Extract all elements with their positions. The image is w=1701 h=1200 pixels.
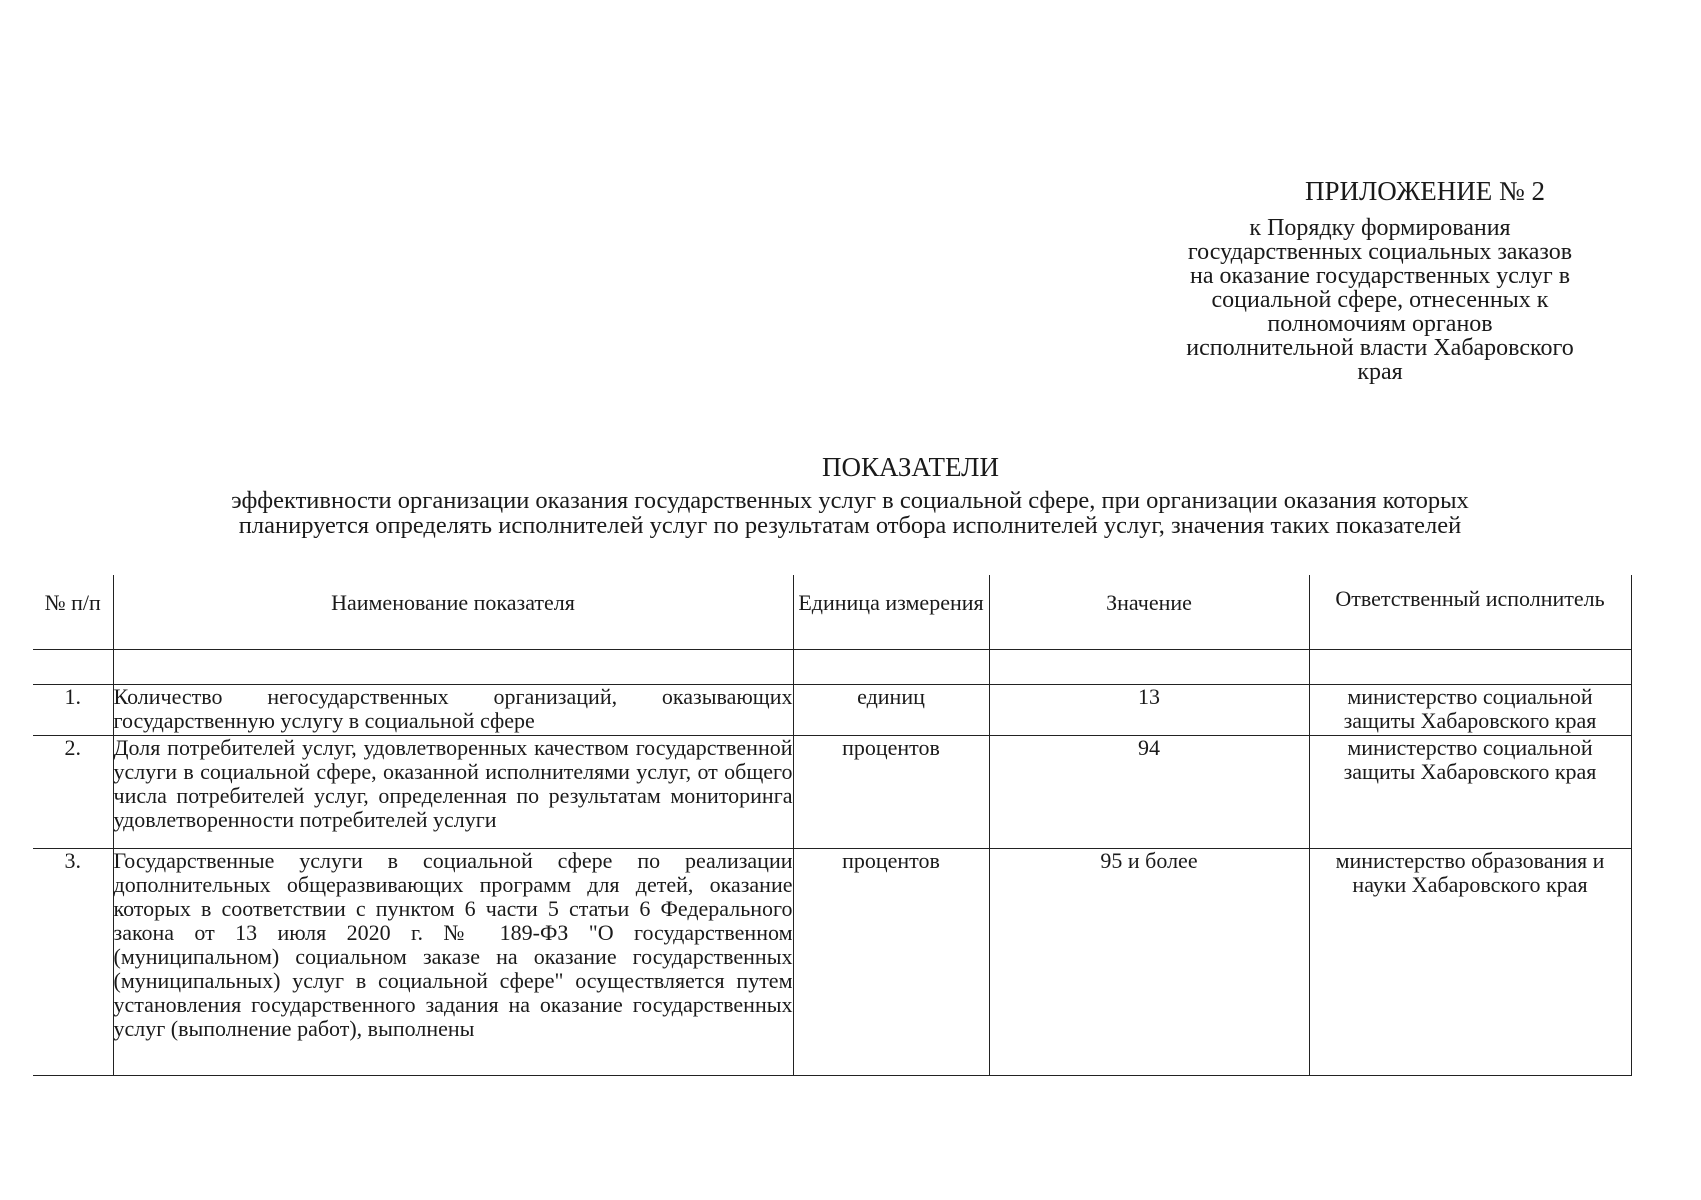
appendix-line: полномочиям органов bbox=[1267, 311, 1493, 337]
appendix-line: края bbox=[1357, 359, 1403, 385]
appendix-line: исполнительной власти Хабаровского bbox=[1186, 335, 1574, 361]
table-row bbox=[33, 849, 1631, 1076]
indicator-unit: единиц bbox=[793, 685, 989, 736]
indicator-name: Количество негосударственных организаций, оказывающих государственную услугу в социальной сфере bbox=[113, 685, 793, 736]
subtitle-line: планируется определять исполнителей услуг по результатам отбора исполнителей услуг, значения таких показателей bbox=[238, 512, 1462, 539]
indicator-unit: процентов bbox=[793, 849, 989, 1076]
appendix-line: к Порядку формирования bbox=[1249, 215, 1511, 241]
header-num: № п/п bbox=[33, 575, 113, 650]
indicator-responsible: министерство социальной защиты Хабаровского края bbox=[1309, 736, 1631, 849]
table-row bbox=[33, 685, 1631, 736]
indicator-name: Доля потребителей услуг, удовлетворенных качеством государственной услуги в социальной сфере, оказанной исполнителями услуг, от общего числа потребителей услуг, определенная по результатам мониторинга удовлетворенности потребителей услуги bbox=[113, 736, 793, 849]
header-name: Наименование показателя bbox=[113, 575, 793, 650]
subtitle-line: эффективности организации оказания государственных услуг в социальной сфере, при организации оказания которых bbox=[231, 487, 1469, 514]
row-number: 2. bbox=[33, 736, 113, 849]
indicator-responsible: министерство образования и науки Хабаровского края bbox=[1309, 849, 1631, 1076]
indicator-name: Государственные услуги в социальной сфере по реализации дополнительных общеразвивающих программ для детей, оказание которых в соответствии с пунктом 6 части 5 статьи 6 Федерального закона от 13 июля 2020 г. № 189-ФЗ "О государственном (муниципальном) социальном заказе на оказание государственных (муниципальных) услуг в социальной сфере" осуществляется путем установления государственного задания на оказание государственных услуг (выполнение работ), выполнены bbox=[113, 849, 793, 1076]
indicator-value: 94 bbox=[989, 736, 1309, 849]
header-responsible: Ответственный исполнитель bbox=[1309, 575, 1631, 650]
table-header-row bbox=[33, 575, 1631, 650]
appendix-line: социальной сфере, отнесенных к bbox=[1211, 287, 1549, 313]
appendix-line: государственных социальных заказов bbox=[1187, 239, 1573, 265]
table-row bbox=[33, 736, 1631, 849]
appendix-line: на оказание государственных услуг в bbox=[1189, 263, 1571, 289]
appendix-text bbox=[1150, 216, 1610, 384]
document-title: ПОКАЗАТЕЛИ bbox=[822, 452, 999, 482]
header-value: Значение bbox=[989, 575, 1309, 650]
indicators-table bbox=[33, 575, 1632, 1076]
indicator-value: 13 bbox=[989, 685, 1309, 736]
indicator-responsible: министерство социальной защиты Хабаровского края bbox=[1309, 685, 1631, 736]
row-number: 1. bbox=[33, 685, 113, 736]
appendix-title: ПРИЛОЖЕНИЕ № 2 bbox=[1304, 176, 1546, 206]
document-subtitle bbox=[60, 488, 1640, 538]
row-number: 3. bbox=[33, 849, 113, 1076]
table-spacer-row bbox=[33, 650, 1631, 685]
header-unit: Единица измерения bbox=[793, 575, 989, 650]
appendix-block bbox=[1150, 176, 1610, 384]
indicator-unit: процентов bbox=[793, 736, 989, 849]
indicator-value: 95 и более bbox=[989, 849, 1309, 1076]
